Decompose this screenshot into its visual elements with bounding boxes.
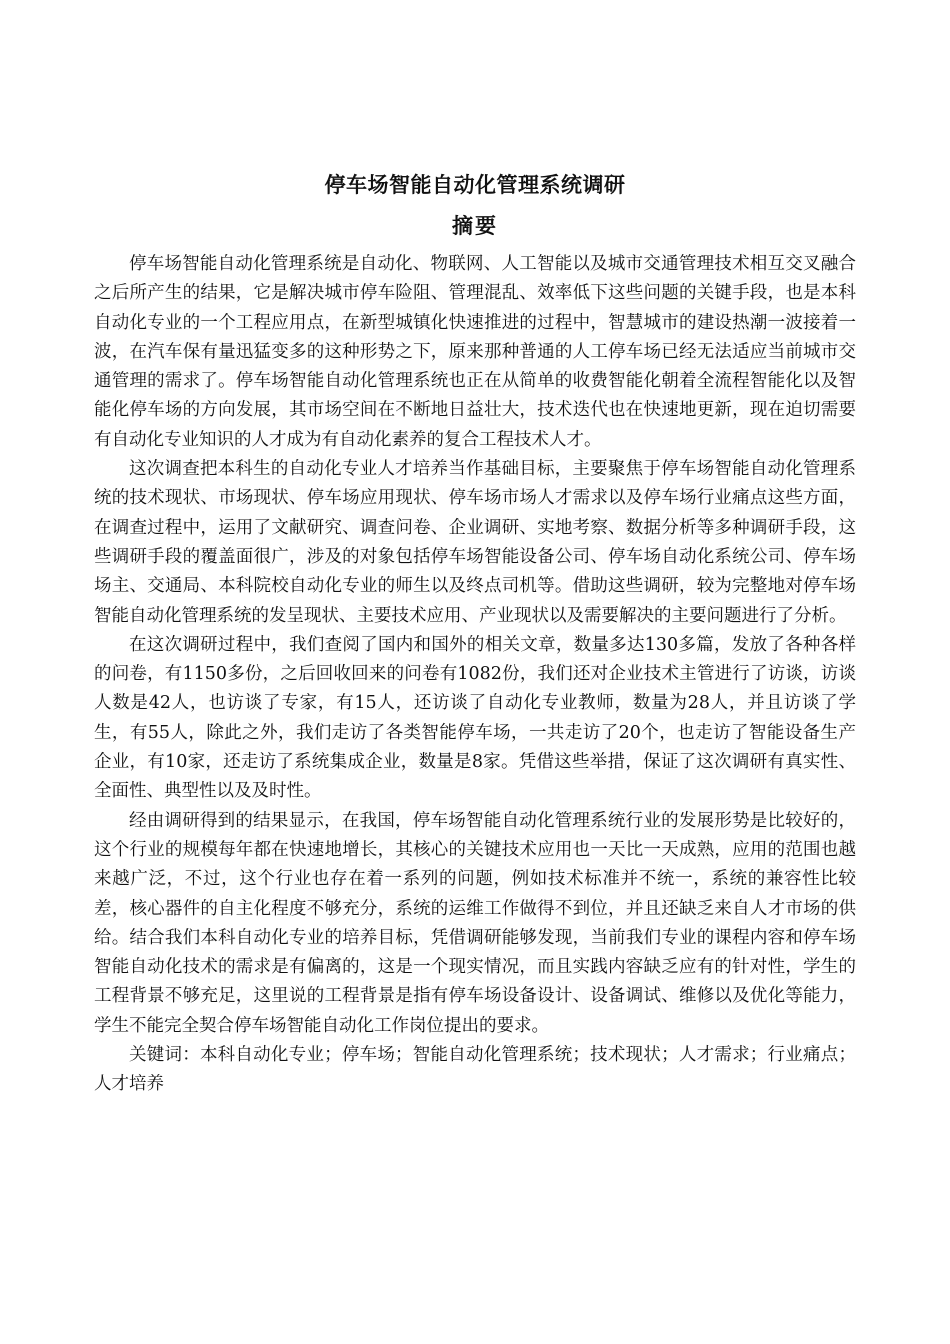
abstract-paragraph-2: 这次调查把本科生的自动化专业人才培养当作基础目标，主要聚焦于停车场智能自动化管理系统的技术现状、市场现状、停车场应用现状、停车场市场人才需求以及停车场行业痛点这些方面，在调查过程中，运用了文献研究、调查问卷、企业调研、实地考察、数据分析等多种调研手段，这些调研手段的覆盖面很广，涉及的对象包括停车场智能设备公司、停车场自动化系统公司、停车场场主、交通局、本科院校自动化专业的师生以及终点司机等。借助这些调研，较为完整地对停车场智能自动化管理系统的发呈现状、主要技术应用、产业现状以及需要解决的主要问题进行了分析。: [94, 459, 856, 626]
abstract-paragraph-4: 经由调研得到的结果显示，在我国，停车场智能自动化管理系统行业的发展形势是比较好的，这个行业的规模每年都在快速地增长，其核心的关键技术应用也一天比一天成熟，应用的范围也越来越广泛，不过，这个行业也存在着一系列的问题，例如技术标准并不统一，系统的兼容性比较差，核心器件的自主化程度不够充分，系统的运维工作做得不到位，并且还缺乏来自人才市场的供给。结合我们本科自动化专业的培养目标，凭借调研能够发现，当前我们专业的课程内容和停车场智能自动化技术的需求是有偏离的，这是一个现实情况，而且实践内容缺乏应有的针对性，学生的工程背景不够充足，这里说的工程背景是指有停车场设备设计、设备调试、维修以及优化等能力，学生不能完全契合停车场智能自动化工作岗位提出的要求。: [94, 810, 856, 1036]
abstract-paragraph-3: 在这次调研过程中，我们查阅了国内和国外的相关文章，数量多达130多篇，发放了各种各样的问卷，有1150多份，之后回收回来的问卷有1082份，我们还对企业技术主管进行了访谈，访谈人数是42人，也访谈了专家，有15人，还访谈了自动化专业教师，数量为28人，并且访谈了学生，有55人，除此之外，我们走访了各类智能停车场，一共走访了20个，也走访了智能设备生产企业，有10家，还走访了系统集成企业，数量是8家。凭借这些举措，保证了这次调研有真实性、全面性、典型性以及及时性。: [94, 634, 856, 802]
abstract-paragraph-1: 停车场智能自动化管理系统是自动化、物联网、人工智能以及城市交通管理技术相互交叉融合之后所产生的结果，它是解决城市停车险阻、管理混乱、效率低下这些问题的关键手段，也是本科自动化专业的一个工程应用点，在新型城镇化快速推进的过程中，智慧城市的建设热潮一波接着一波，在汽车保有量迅猛变多的这种形势之下，原来那种普通的人工停车场已经无法适应当前城市交通管理的需求了。停车场智能自动化管理系统也正在从简单的收费智能化朝着全流程智能化以及智能化停车场的方向发展，其市场空间在不断地日益壮大，技术迭代也在快速地更新，现在迫切需要有自动化专业知识的人才成为有自动化素养的复合工程技术人才。: [94, 254, 856, 450]
document-title: 停车场智能自动化管理系统调研: [324, 172, 626, 197]
document-page: [94, 166, 856, 1100]
keywords-line: 关键词：本科自动化专业；停车场；智能自动化管理系统；技术现状；人才需求；行业痛点；人才培养: [94, 1045, 856, 1095]
abstract-heading: 摘要: [452, 213, 498, 238]
